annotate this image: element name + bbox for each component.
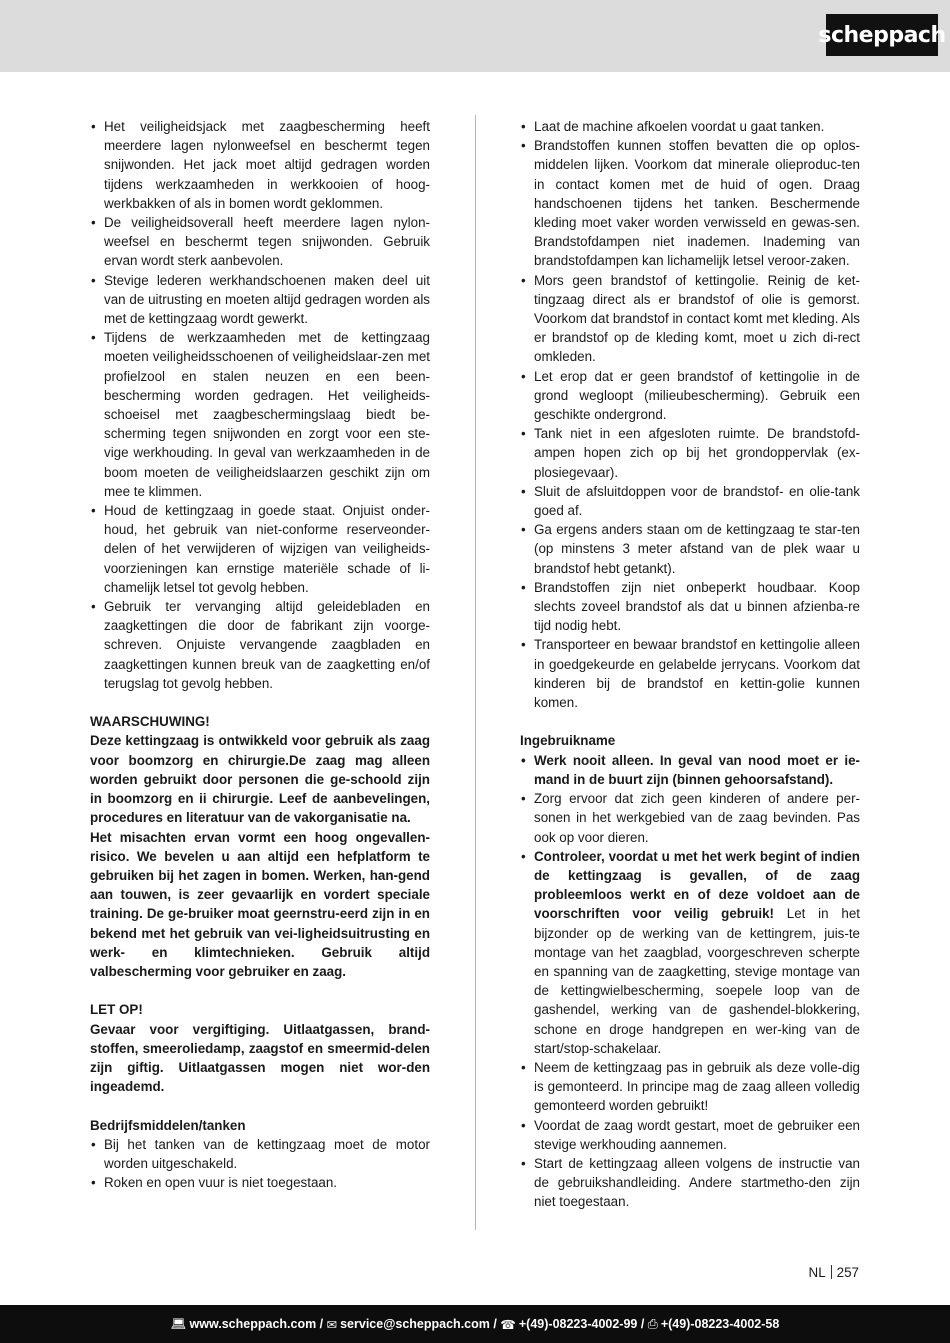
list-item: • Neem de kettingzaag pas in gebruik als deze volle-dig is gemonteerd. In principe mag de zaag alleen volledig gemonteerd worden gebruikt! xyxy=(520,1058,860,1116)
list-item xyxy=(520,847,860,1058)
list-item: • Roken en open vuur is niet toegestaan. xyxy=(90,1173,430,1192)
warning-title: WAARSCHUWING! xyxy=(90,714,210,730)
protective-gear-list xyxy=(90,117,430,693)
warning-text: Het misachten ervan vormt een hoog ongevallen-risico. We bevelen u aan altijd een hefplatform te gebruiken bij het zagen in bomen. Werken, han-gend aan touwen, is zeer gevaarlijk en vordert speciale training. De ge-bruiker moat geernstru-eerd zijn in en bekend met het gebruik van vei-ligheidsuitrusting en werk- en klimtechnieken. Gebruik altijd valbescherming voor gebruiker en zaag. xyxy=(90,829,430,979)
list-item: • De veiligheidsoverall heeft meerdere lagen nylon-weefsel en beschermt tegen snijwonden. Gebruik ervan wordt sterk aanbevolen. xyxy=(90,213,430,271)
mail-icon: ✉︎ xyxy=(326,1317,338,1332)
website-link[interactable]: www.scheppach.com xyxy=(189,1317,317,1331)
fax-number: +(49)-08223-4002-58 xyxy=(660,1317,780,1331)
page-number-value: 257 xyxy=(836,1265,859,1280)
list-item-text: Let in het bijzonder op de werking van de kettingrem, juis-te montage van het zaagblad, voorgeschreven scherpte en spanning van de zaagketting, stevige montage van de kettingwielbescherming, soepele loop van de gashendel, werking van de gashendel-blokkering, schone en droge handgrepen en wer-king van de start/stop-schakelaar. xyxy=(534,906,860,1056)
language-code: NL xyxy=(808,1265,826,1280)
list-item: • Sluit de afsluitdoppen voor de brandstof- en olie-tank goed af. xyxy=(520,482,860,520)
list-item: • Houd de kettingzaag in goede staat. Onjuist onder-houd, het gebruik van niet-conforme reserveonder-delen of het verwijderen of wijzigen van veiligheids-voorzieningen kan ernstige materiële schade of li-chamelijk letsel tot gevolg hebben. xyxy=(90,501,430,597)
fax-icon: ⎙ xyxy=(647,1316,658,1331)
list-item: • Brandstoffen zijn niet onbeperkt houdbaar. Koop slechts zoveel brandstof als dat u binnen afzienba-re tijd nodig hebt. xyxy=(520,578,860,636)
left-column xyxy=(90,117,430,1192)
list-item: • Start de kettingzaag alleen volgens de instructie van de gebruikshandleiding. Andere startmetho-den zijn niet toegestaan. xyxy=(520,1154,860,1212)
header-band xyxy=(0,0,950,72)
caution-title: LET OP! xyxy=(90,1002,143,1018)
email-link[interactable]: service@scheppach.com xyxy=(340,1317,490,1331)
phone-number[interactable]: +(49)-08223-4002-99 xyxy=(518,1317,638,1331)
list-item: • Laat de machine afkoelen voordat u gaat tanken. xyxy=(520,117,860,136)
section-title: Ingebruikname xyxy=(520,733,616,749)
list-item-bold-text: Controleer, voordat u met het werk begint of indien de kettingzaag is gevallen, of de zaag probleemloos werkt en of deze voldoet aan de voorschriften voor veilig gebruik! xyxy=(534,848,860,922)
list-item: • Bij het tanken van de kettingzaag moet de motor worden uitgeschakeld. xyxy=(90,1135,430,1173)
footer-separator: / xyxy=(316,1317,327,1331)
list-item: • Het veiligheidsjack met zaagbescherming heeft meerdere lagen nylonweefsel en beschermt tegen snijwonden. Het jack moet altijd gedragen worden tijdens werkzaamheden in werkkooien of hoog-werkbakken of als in bomen wordt geklommen. xyxy=(90,117,430,213)
list-item: • Stevige lederen werkhandschoenen maken deel uit van de uitrusting en moeten altijd gedragen worden als met de kettingzaag wordt gewerkt. xyxy=(90,271,430,329)
list-item: • Mors geen brandstof of kettingolie. Reinig de ket-tingzaag direct als er brandstof of olie is gemorst. Voorkom dat brandstof in contact komt met kleding. Als er brandstof op de kleding komt, moet u zich di-rect omkleden. xyxy=(520,271,860,367)
list-item: • Brandstoffen kunnen stoffen bevatten die op oplos-middelen lijken. Voorkom dat minerale olieproduc-ten in contact komen met de huid of ogen. Draag handschoenen tijdens het tanken. Beschermende kleding moet vaker worden verwisseld en gewas-sen. Brandstofdampen niet inademen. Inademing van brandstofdampen kan lichamelijk letsel veroor-zaken. xyxy=(520,136,860,270)
list-item: • Gebruik ter vervanging altijd geleidebladen en zaagkettingen die door de fabrikant zijn voorge-schreven. Onjuiste vervangende zaagbladen en zaagkettingen kunnen breuk van de zaagketting en/of terugslag tot gevolg hebben. xyxy=(90,597,430,693)
footer-bar xyxy=(0,1305,950,1343)
caution-text: Gevaar voor vergiftiging. Uitlaatgassen, brand-stoffen, smeeroliedamp, zaagstof en smeermid-delen zijn giftig. Uitlaatgassen mogen niet wor-den ingeademd. xyxy=(90,1021,430,1095)
list-item: • Werk nooit alleen. In geval van nood moet er ie-mand in de buurt zijn (binnen gehoorsafstand). xyxy=(520,751,860,789)
phone-icon: ☎︎ xyxy=(500,1317,516,1332)
list-item: • Transporteer en bewaar brandstof en kettingolie alleen in goedgekeurde en gelabelde jerrycans. Voorkom dat kinderen bij de brandstof en kettin-golie kunnen komen. xyxy=(520,635,860,712)
startup-list xyxy=(520,751,860,1212)
right-column xyxy=(520,117,860,1212)
warning-text: Deze kettingzaag is ontwikkeld voor gebruik als zaag voor boomzorg en chirurgie.De zaag mag alleen worden gebruikt door personen die ge-schoold zijn in boomzorg en ii chirurgie. Leef de aanbevelingen, procedures en literatuur van de vakorganisatie na. xyxy=(90,733,430,826)
list-item: • Tijdens de werkzaamheden met de kettingzaag moeten veiligheidsschoenen of veiligheidslaar-zen met profielzool en stalen neuzen en een been-bescherming worden gedragen. Het veiligheids-schoeisel met zaagbeschermingslaag biedt be-scherming tegen snijwonden en zorgt voor een ste-vige werkhouding. In geval van werkzaamheden in de boom moeten de veiligheidslaarzen geschikt zijn om mee te klimmen. xyxy=(90,328,430,501)
footer-separator: / xyxy=(489,1317,501,1331)
monitor-icon: 💻︎ xyxy=(170,1316,187,1331)
page-number xyxy=(809,1265,859,1280)
scheppach-logo: scheppach xyxy=(826,14,938,56)
section-title: Bedrijfsmiddelen/tanken xyxy=(90,1117,246,1133)
list-item: • Voordat de zaag wordt gestart, moet de gebruiker een stevige werkhouding aannemen. xyxy=(520,1116,860,1154)
list-item: • Let erop dat er geen brandstof of kettingolie in de grond wegloopt (milieubescherming). Gebruik een geschikte ondergrond. xyxy=(520,367,860,425)
fueling-list xyxy=(90,1135,430,1193)
fuel-safety-list xyxy=(520,117,860,712)
list-item: • Ga ergens anders staan om de kettingzaag te star-ten (op minstens 3 meter afstand van de plek waar u brandstof hebt getankt). xyxy=(520,520,860,578)
list-item: • Zorg ervoor dat zich geen kinderen of andere per-sonen in het werkgebied van de zaag bevinden. Pas ook op voor dieren. xyxy=(520,789,860,847)
page-number-separator xyxy=(831,1265,832,1279)
footer-separator: / xyxy=(637,1317,648,1331)
list-item: • Tank niet in een afgesloten ruimte. De brandstofd-ampen hopen zich op bij het grondoppervlak (ex-plosiegevaar). xyxy=(520,424,860,482)
column-divider xyxy=(475,115,476,1230)
